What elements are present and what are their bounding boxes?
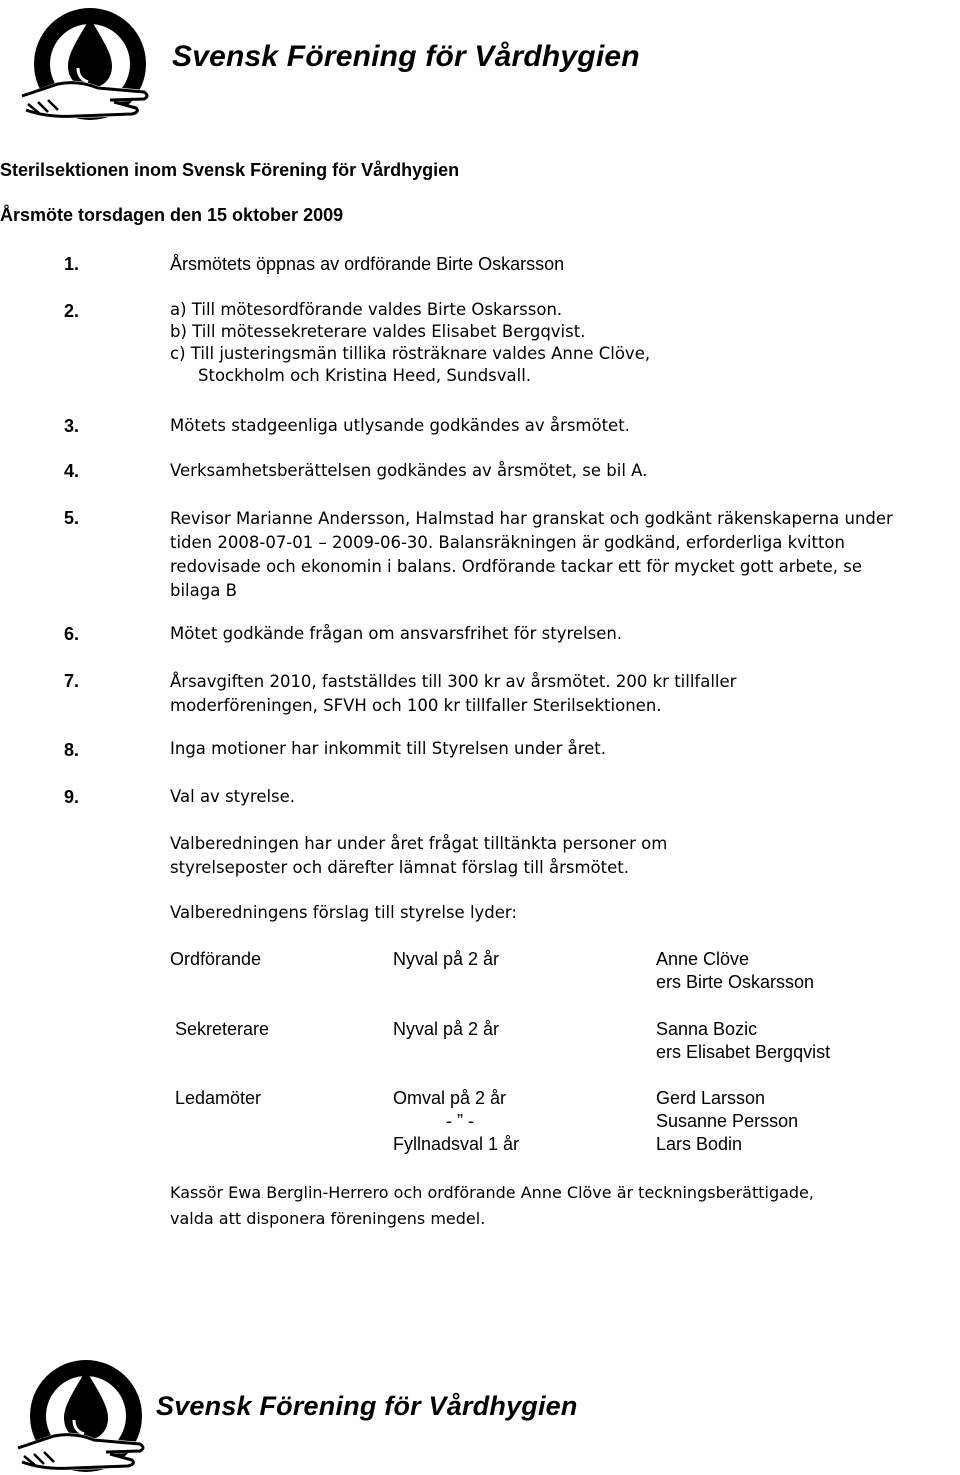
item-number: 8. [64, 740, 80, 760]
item-line: Mötets stadgeenliga utlysande godkändes av årsmötet. [170, 416, 630, 435]
item-line: redovisade och ekonomin i balans. Ordförande tackar ett för mycket gott arbete, se [170, 557, 862, 576]
item-line: Årsmötets öppnas av ordförande Birte Oskarsson [170, 254, 565, 274]
valberedning-proposal: Valberedningens förslag till styrelse lyder: [170, 903, 517, 922]
board-role: Ledamöter [175, 1088, 262, 1108]
board-name: Anne Clöve [656, 949, 750, 969]
valberedning-paragraph [170, 832, 667, 880]
item-text [170, 738, 606, 760]
item-text [170, 253, 564, 277]
item-number: 5. [64, 508, 80, 528]
item-text [170, 670, 736, 718]
item-line: c) Till justeringsmän tillika rösträknare valdes Anne Clöve, [170, 344, 651, 363]
board-term: Omval på 2 år [393, 1088, 507, 1108]
item-line: tiden 2008-07-01 – 2009-06-30. Balansräkningen är godkänd, erforderliga kvitton [170, 533, 845, 552]
paragraph-line: Valberedningen har under året frågat tilltänkta personer om [170, 834, 668, 853]
item-line: Stockholm och Kristina Heed, Sundsvall. [198, 366, 532, 385]
board-name: Sanna Bozic [656, 1019, 758, 1039]
item-line: Mötet godkände frågan om ansvarsfrihet för styrelsen. [170, 624, 623, 643]
item-number: 9. [64, 787, 80, 807]
item-line: Inga motioner har inkommit till Styrelsen under året. [170, 739, 607, 758]
board-role: Sekreterare [175, 1019, 270, 1039]
org-name-bottom: Svensk Förening för Vårdhygien [156, 1391, 578, 1421]
item-line: a) Till mötesordförande valdes Birte Oskarsson. [170, 300, 563, 319]
item-text [170, 460, 647, 482]
org-logo-icon [14, 1356, 174, 1474]
item-number: 7. [64, 671, 80, 691]
item-line: Revisor Marianne Andersson, Halmstad har granskat och godkänt räkenskaperna under [170, 509, 893, 528]
org-logo-icon [18, 4, 178, 122]
item-text [170, 415, 630, 437]
item-number: 4. [64, 461, 80, 481]
paragraph-line: styrelseposter och därefter lämnat förslag till årsmötet. [170, 858, 629, 877]
item-line: b) Till mötessekreterare valdes Elisabet Bergqvist. [170, 322, 586, 341]
item-text [170, 507, 893, 603]
board-name: Gerd Larsson [656, 1088, 766, 1108]
item-number: 2. [64, 301, 80, 321]
board-role: Ordförande [170, 949, 262, 969]
item-line: Val av styrelse. [170, 787, 296, 806]
item-line: bilaga B [170, 581, 237, 600]
item-number: 1. [64, 254, 80, 274]
board-term: Nyval på 2 år [393, 949, 500, 969]
meeting-heading: Årsmöte torsdagen den 15 oktober 2009 [0, 205, 344, 225]
board-name: ers Birte Oskarsson [656, 972, 815, 992]
item-text [170, 623, 622, 645]
paragraph-line: valda att disponera föreningens medel. [170, 1209, 486, 1228]
item-line: moderföreningen, SFVH och 100 kr tillfaller Sterilsektionen. [170, 696, 662, 715]
board-name: ers Elisabet Bergqvist [656, 1042, 831, 1062]
board-name: Susanne Persson [656, 1111, 799, 1131]
org-name-top: Svensk Förening för Vårdhygien [172, 40, 640, 73]
item-text [170, 786, 295, 808]
board-name: Lars Bodin [656, 1134, 743, 1154]
section-heading: Sterilsektionen inom Svensk Förening för Vårdhygien [0, 160, 460, 180]
board-term: - ” - [446, 1111, 474, 1131]
paragraph-line: Kassör Ewa Berglin-Herrero och ordförande Anne Clöve är teckningsberättigade, [170, 1183, 814, 1202]
item-number: 6. [64, 624, 80, 644]
board-term: Fyllnadsval 1 år [393, 1134, 520, 1154]
closing-paragraph [170, 1180, 814, 1232]
board-term: Nyval på 2 år [393, 1019, 500, 1039]
item-number: 3. [64, 416, 80, 436]
item-text [170, 299, 650, 387]
item-line: Verksamhetsberättelsen godkändes av årsmötet, se bil A. [170, 461, 648, 480]
item-line: Årsavgiften 2010, fastställdes till 300 kr av årsmötet. 200 kr tillfaller [170, 672, 737, 691]
